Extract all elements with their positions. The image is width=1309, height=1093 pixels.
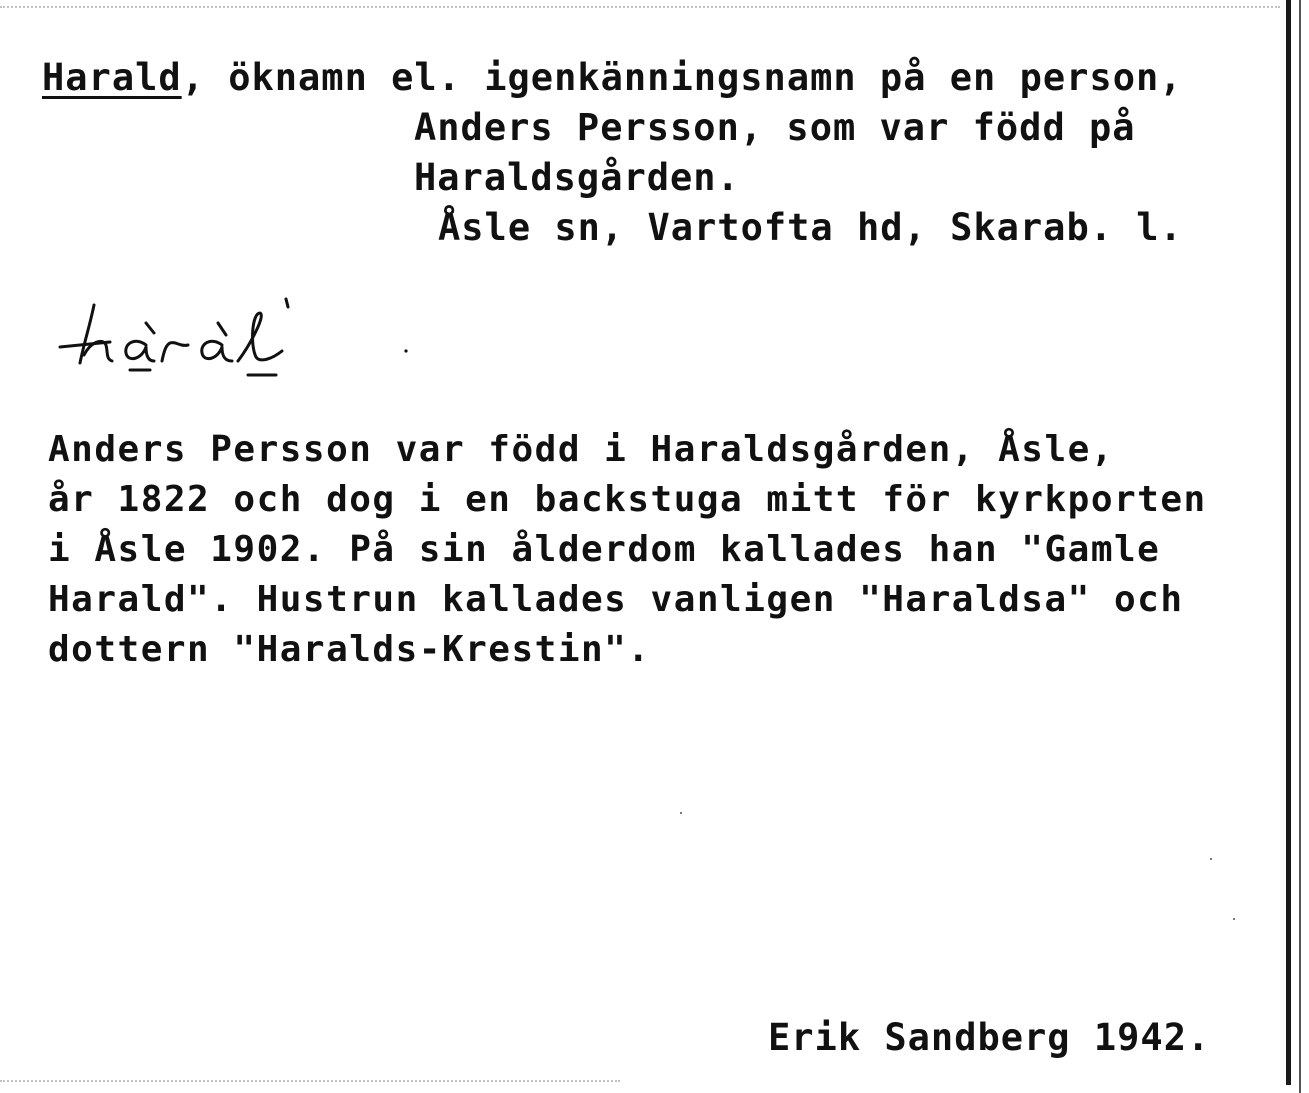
pronunciation-text: hàràl xyxy=(50,285,54,286)
heading-line-2: Anders Persson, som var född på xyxy=(414,106,1136,149)
signature: Erik Sandberg 1942. xyxy=(768,1016,1211,1059)
heading-rest: , öknamn el. igenkänningsnamn på en person, xyxy=(181,56,1183,99)
body-line-3: i Åsle 1902. På sin ålderdom kallades han "Gamle xyxy=(48,529,1161,570)
scan-speck xyxy=(680,812,682,814)
body-line-5: dottern "Haralds-Krestin". xyxy=(48,629,651,670)
handwritten-pronunciation xyxy=(50,285,430,395)
scan-noise-bottom xyxy=(0,1080,620,1085)
location-line: Åsle sn, Vartofta hd, Skarab. l. xyxy=(438,206,1183,249)
scan-speck xyxy=(1210,858,1212,860)
heading-line-1 xyxy=(42,58,1183,98)
body-line-1: Anders Persson var född i Haraldsgården, Åsle, xyxy=(48,429,1114,470)
scan-border xyxy=(1299,0,1301,1093)
scan-speck xyxy=(1233,918,1235,920)
headword: Harald xyxy=(42,56,182,99)
heading-line-3: Haraldsgården. xyxy=(414,156,740,199)
body-line-2: år 1822 och dog i en backstuga mitt för kyrkporten xyxy=(48,479,1207,520)
body-line-4: Harald". Hustrun kallades vanligen "Haraldsa" och xyxy=(48,579,1184,620)
scan-noise-top xyxy=(0,6,1280,12)
card-right-edge xyxy=(1286,0,1291,1085)
